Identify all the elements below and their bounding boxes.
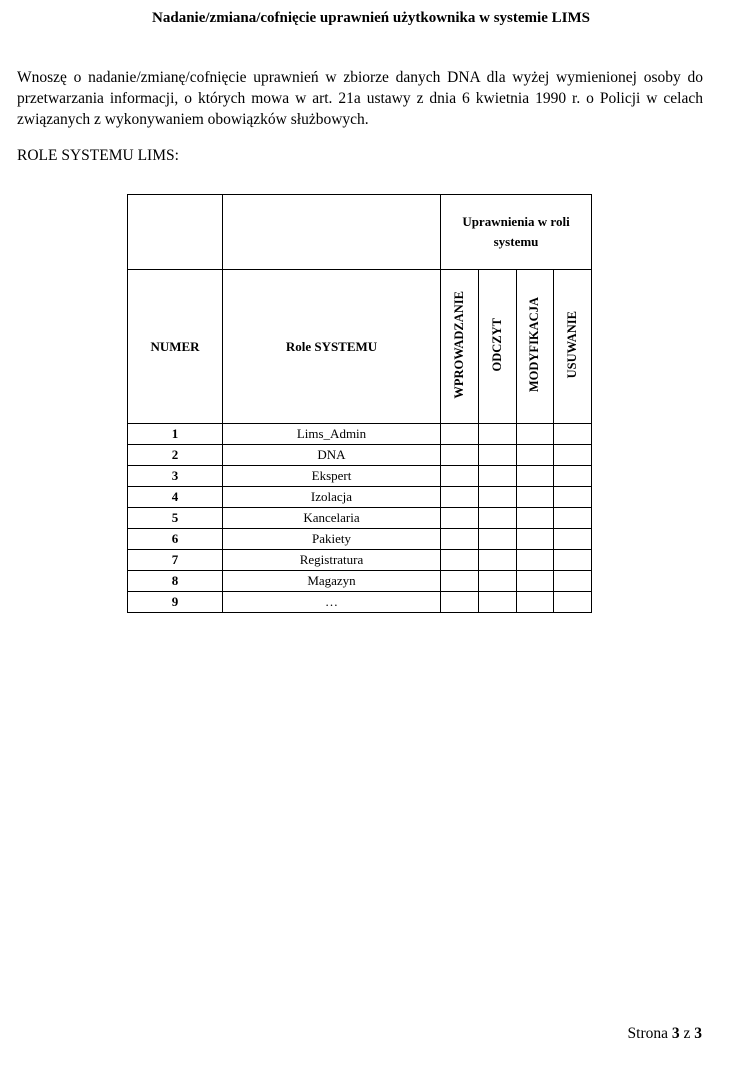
perm-cell-delete[interactable] — [554, 424, 592, 445]
perm-cell-modify[interactable] — [516, 466, 554, 487]
row-number: 4 — [128, 487, 223, 508]
table-row — [128, 424, 592, 445]
perm-cell-insert[interactable] — [441, 571, 479, 592]
row-number: 5 — [128, 508, 223, 529]
table-row — [128, 550, 592, 571]
perm-cell-modify[interactable] — [516, 508, 554, 529]
table-row — [128, 571, 592, 592]
table-row — [128, 508, 592, 529]
header-permissions-group: Uprawnienia w roli systemu — [441, 195, 592, 270]
header-perm-modify — [516, 270, 554, 424]
row-role: Magazyn — [223, 571, 441, 592]
row-role: DNA — [223, 445, 441, 466]
header-number: NUMER — [128, 270, 223, 424]
row-number: 6 — [128, 529, 223, 550]
row-role: Registratura — [223, 550, 441, 571]
perm-cell-read[interactable] — [478, 424, 516, 445]
perm-cell-delete[interactable] — [554, 592, 592, 613]
perm-cell-read[interactable] — [478, 529, 516, 550]
perm-cell-read[interactable] — [478, 445, 516, 466]
perm-cell-delete[interactable] — [554, 529, 592, 550]
roles-heading: ROLE SYSTEMU LIMS: — [17, 147, 179, 164]
perm-cell-insert[interactable] — [441, 550, 479, 571]
page-total: 3 — [694, 1025, 702, 1042]
header-perm-read-label: ODCZYT — [489, 317, 504, 372]
table-row — [128, 592, 592, 613]
row-number: 8 — [128, 571, 223, 592]
header-role: Role SYSTEMU — [223, 270, 441, 424]
row-number: 2 — [128, 445, 223, 466]
header-perm-modify-label: MODYFIKACJA — [527, 296, 542, 393]
page-of-word: z — [683, 1025, 691, 1042]
perm-cell-modify[interactable] — [516, 445, 554, 466]
perm-cell-read[interactable] — [478, 571, 516, 592]
header-blank-number — [128, 195, 223, 270]
document-title: Nadanie/zmiana/cofnięcie uprawnień użytkownika w systemie LIMS — [152, 10, 590, 26]
page-number — [628, 1025, 702, 1043]
row-role: Izolacja — [223, 487, 441, 508]
perm-cell-read[interactable] — [478, 592, 516, 613]
perm-cell-read[interactable] — [478, 487, 516, 508]
request-paragraph: Wnoszę o nadanie/zmianę/cofnięcie uprawnień w zbiorze danych DNA dla wyżej wymienionej osoby do przetwarzania informacji, o których mowa w art. 21a ustawy z dnia 6 kwietnia 1990 r. o Policji w celach związanych z wykonywaniem obowiązków służbowych. — [17, 69, 703, 128]
perm-cell-modify[interactable] — [516, 571, 554, 592]
perm-cell-modify[interactable] — [516, 424, 554, 445]
perm-cell-insert[interactable] — [441, 592, 479, 613]
perm-cell-insert[interactable] — [441, 424, 479, 445]
perm-cell-insert[interactable] — [441, 487, 479, 508]
row-role: Kancelaria — [223, 508, 441, 529]
header-perm-delete — [554, 270, 592, 424]
header-perm-delete-label: USUWANIE — [565, 310, 580, 379]
row-number: 1 — [128, 424, 223, 445]
perm-cell-insert[interactable] — [441, 445, 479, 466]
perm-cell-modify[interactable] — [516, 487, 554, 508]
header-perm-insert — [441, 270, 479, 424]
page-word: Strona — [627, 1025, 668, 1042]
header-perm-read — [478, 270, 516, 424]
roles-table — [127, 194, 592, 613]
perm-cell-delete[interactable] — [554, 550, 592, 571]
row-number: 3 — [128, 466, 223, 487]
perm-cell-modify[interactable] — [516, 550, 554, 571]
table-row — [128, 466, 592, 487]
perm-cell-insert[interactable] — [441, 466, 479, 487]
perm-cell-modify[interactable] — [516, 529, 554, 550]
page-current: 3 — [671, 1025, 680, 1042]
perm-cell-delete[interactable] — [554, 445, 592, 466]
table-row — [128, 529, 592, 550]
row-role: Lims_Admin — [223, 424, 441, 445]
table-row — [128, 487, 592, 508]
row-role: Ekspert — [223, 466, 441, 487]
row-role: Pakiety — [223, 529, 441, 550]
perm-cell-delete[interactable] — [554, 466, 592, 487]
row-number: 7 — [128, 550, 223, 571]
perm-cell-insert[interactable] — [441, 508, 479, 529]
perm-cell-modify[interactable] — [516, 592, 554, 613]
perm-cell-insert[interactable] — [441, 529, 479, 550]
perm-cell-delete[interactable] — [554, 508, 592, 529]
perm-cell-delete[interactable] — [554, 487, 592, 508]
table-row — [128, 445, 592, 466]
row-role: … — [223, 592, 441, 613]
row-number: 9 — [128, 592, 223, 613]
perm-cell-read[interactable] — [478, 466, 516, 487]
perm-cell-read[interactable] — [478, 508, 516, 529]
header-blank-role — [223, 195, 441, 270]
perm-cell-delete[interactable] — [554, 571, 592, 592]
header-perm-insert-label: WPROWADZANIE — [451, 290, 466, 399]
perm-cell-read[interactable] — [478, 550, 516, 571]
